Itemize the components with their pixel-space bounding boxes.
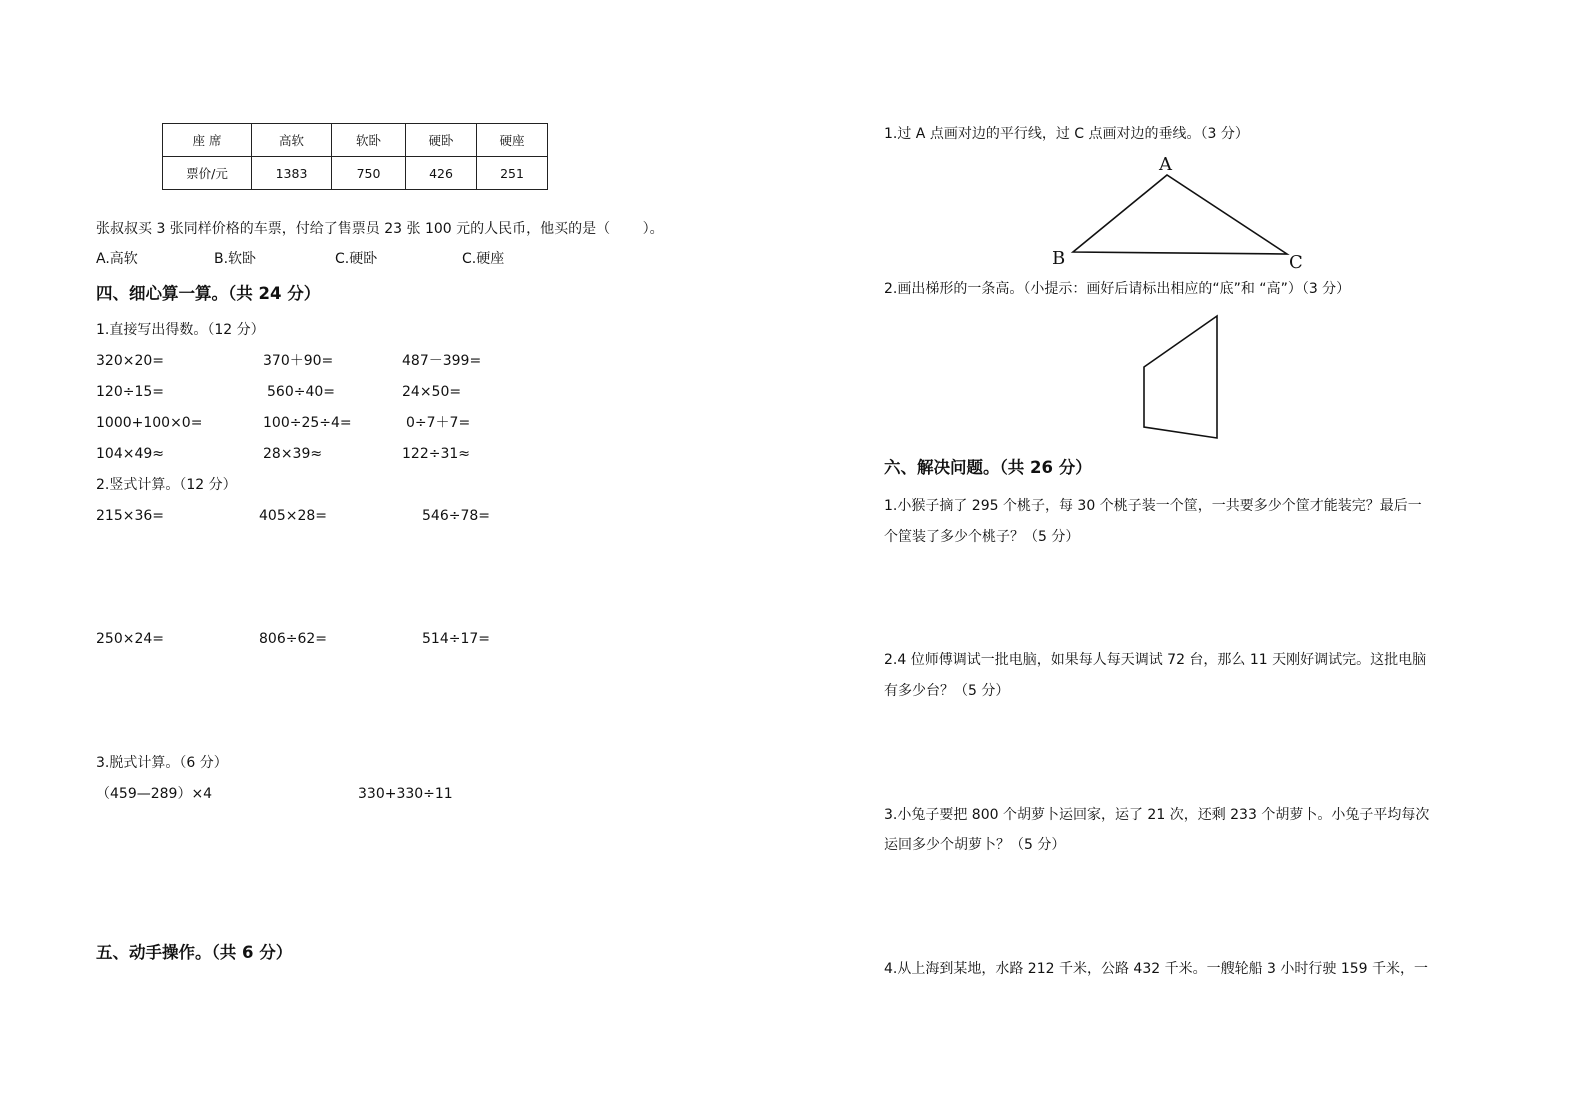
problem-1-line-1: 1.小猴子摘了 295 个桃子，每 30 个桃子装一个筐，一共要多少个筐才能装完？最后一	[884, 498, 1422, 514]
option-d: C.硬座	[462, 251, 505, 267]
fare-table-cell: 1383	[252, 157, 332, 190]
oral-item: 320×20=	[96, 353, 164, 369]
trapezoid-figure	[1130, 305, 1240, 450]
fare-table-cell: 座 席	[163, 124, 252, 157]
vertex-a-label: A	[1159, 154, 1172, 175]
fare-table-cell: 硬座	[477, 124, 548, 157]
trapezoid-shape	[1144, 316, 1217, 438]
fare-table-header-row	[163, 124, 548, 157]
s4-question-1: 1.直接写出得数。（12 分）	[96, 322, 265, 338]
s4-question-3: 3.脱式计算。（6 分）	[96, 755, 228, 771]
oral-item: 0÷7＋7=	[406, 415, 471, 431]
vertical-item: 806÷62=	[259, 631, 327, 647]
section-5-title: 五、动手操作。（共 6 分）	[96, 943, 293, 962]
triangle-figure	[1040, 150, 1320, 275]
vertical-item: 250×24=	[96, 631, 164, 647]
s5-question-1: 1.过 A 点画对边的平行线，过 C 点画对边的垂线。（3 分）	[884, 126, 1249, 142]
oral-item: 104×49≈	[96, 446, 164, 462]
s4-question-2: 2.竖式计算。（12 分）	[96, 477, 237, 493]
fare-table-price-row	[163, 157, 548, 190]
problem-2-line-1: 2.4 位师傅调试一批电脑，如果每人每天调试 72 台，那么 11 天刚好调试完。这批电脑	[884, 652, 1427, 668]
option-a: A.高软	[96, 251, 138, 267]
vertical-item: 514÷17=	[422, 631, 490, 647]
problem-1-line-2: 个筐装了多少个桃子？（5 分）	[884, 529, 1080, 545]
stepwise-item: 330+330÷11	[358, 786, 453, 802]
vertical-item: 215×36=	[96, 508, 164, 524]
fare-table	[162, 123, 548, 190]
section-6-title: 六、解决问题。（共 26 分）	[884, 458, 1092, 477]
oral-item: 100÷25÷4=	[263, 415, 352, 431]
vertex-c-label: C	[1289, 252, 1303, 273]
fare-table-cell: 251	[477, 157, 548, 190]
fare-table-cell: 高软	[252, 124, 332, 157]
option-b: B.软卧	[214, 251, 257, 267]
problem-2-line-2: 有多少台？（5 分）	[884, 683, 1010, 699]
problem-4-line-1: 4.从上海到某地，水路 212 千米，公路 432 千米。一艘轮船 3 小时行驶 159 千米，一	[884, 961, 1429, 977]
oral-item: 370＋90=	[263, 353, 334, 369]
oral-item: 487－399=	[402, 353, 482, 369]
problem-3-line-1: 3.小兔子要把 800 个胡萝卜运回家，运了 21 次，还剩 233 个胡萝卜。小兔子平均每次	[884, 807, 1430, 823]
vertical-item: 546÷78=	[422, 508, 490, 524]
vertex-b-label: B	[1052, 248, 1066, 269]
oral-item: 24×50=	[402, 384, 462, 400]
fare-table-cell: 426	[406, 157, 477, 190]
fare-table-cell: 硬卧	[406, 124, 477, 157]
ticket-question: 张叔叔买 3 张同样价格的车票，付给了售票员 23 张 100 元的人民币，他买的是（ ）。	[96, 221, 664, 237]
oral-item: 28×39≈	[263, 446, 323, 462]
section-4-title: 四、细心算一算。（共 24 分）	[96, 284, 321, 303]
oral-item: 120÷15=	[96, 384, 164, 400]
stepwise-item: （459—289）×4	[96, 786, 213, 802]
oral-item: 122÷31≈	[402, 446, 470, 462]
option-c: C.硬卧	[335, 251, 378, 267]
oral-item: 1000+100×0=	[96, 415, 203, 431]
oral-item: 560÷40=	[267, 384, 335, 400]
fare-table-cell: 750	[332, 157, 406, 190]
problem-3-line-2: 运回多少个胡萝卜？（5 分）	[884, 837, 1066, 853]
vertical-item: 405×28=	[259, 508, 327, 524]
triangle-shape	[1073, 175, 1287, 254]
s5-question-2: 2.画出梯形的一条高。（小提示：画好后请标出相应的“底”和 “高”）（3 分）	[884, 281, 1351, 297]
fare-table-cell: 软卧	[332, 124, 406, 157]
fare-table-cell: 票价/元	[163, 157, 252, 190]
